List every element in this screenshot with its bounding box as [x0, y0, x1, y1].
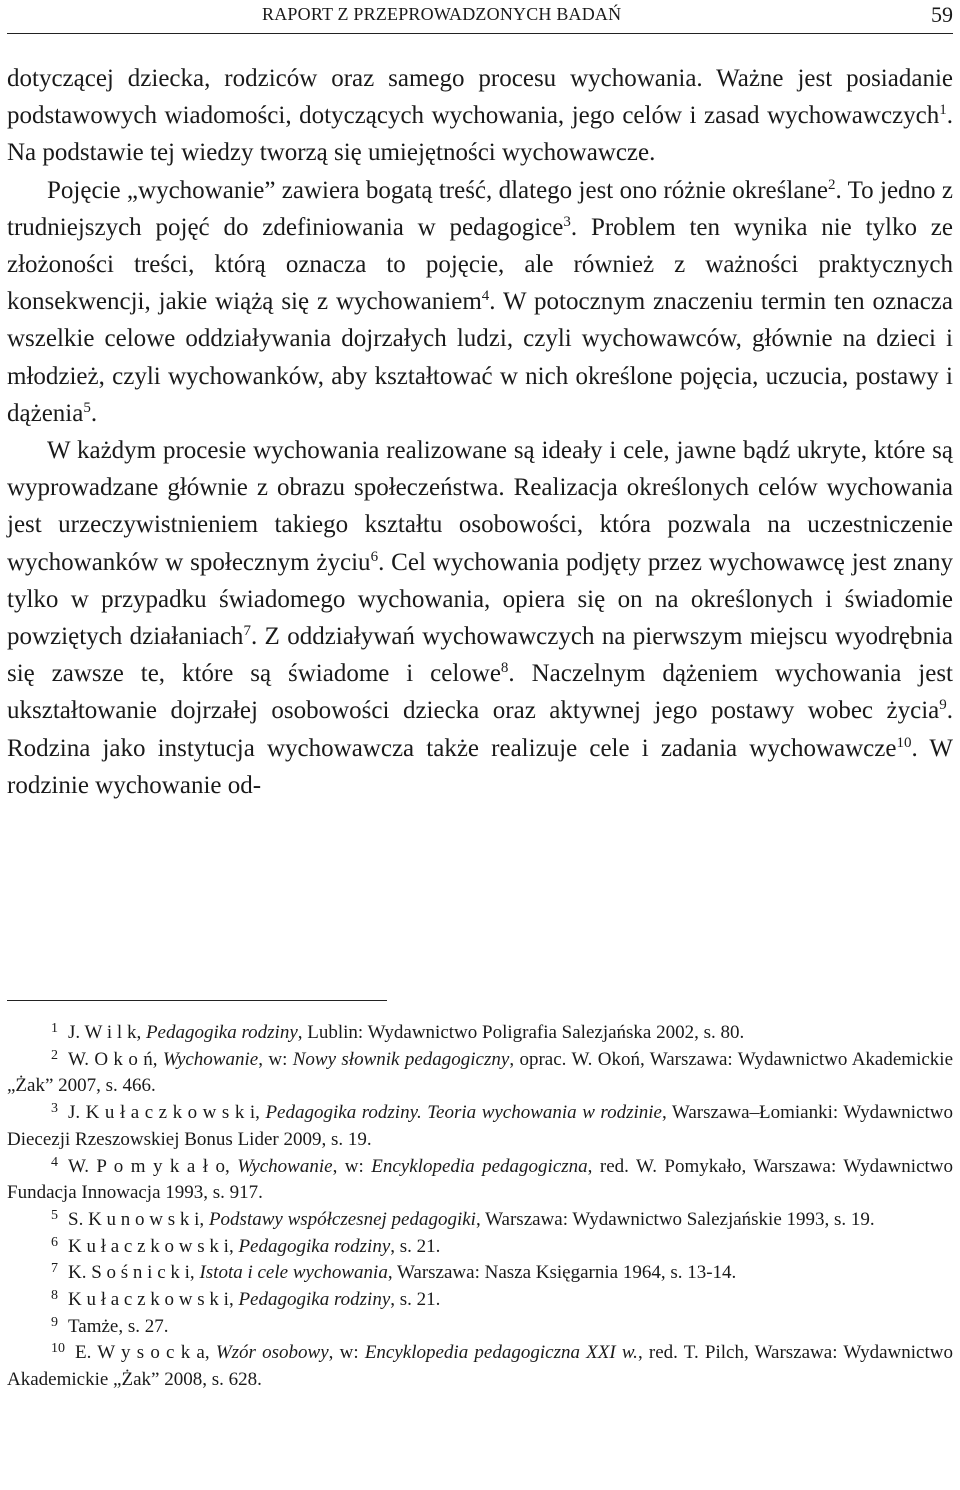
page-number: 59	[931, 2, 953, 27]
footnote-author: K. S o ś n i c k i,	[68, 1262, 195, 1284]
footnote-ref[interactable]: 8	[500, 660, 509, 677]
footnote-ref[interactable]: 4	[481, 288, 490, 305]
text-segment: . To jedno z trudniejszych pojęć do zdefiniowania w pedagogice	[7, 176, 953, 241]
footnote-rule	[7, 1000, 387, 1001]
footnote-6	[7, 1234, 953, 1261]
footnote-ref[interactable]: 1	[939, 102, 947, 119]
text-segment: dotyczącej dziecka, rodziców oraz samego procesu wychowania. Ważne jest posiadanie podstawowych wiadomości, dotyczących wychowania, jego celów i zasad wychowawczych	[7, 65, 953, 130]
footnote-title-2: Encyklopedia pedagogiczna	[371, 1155, 588, 1177]
text-segment: . W rodzinie wychowanie od-	[7, 734, 953, 799]
footnote-title: Wychowanie	[237, 1155, 333, 1177]
footnote-ref[interactable]: 7	[243, 623, 251, 640]
paragraph-2	[7, 172, 953, 432]
footnote-7	[7, 1260, 953, 1287]
footnote-3	[7, 1100, 953, 1153]
footnote-rest: , Warszawa–Łomianki: Wydawnictwo Diecezji Rzeszowskiej Bonus Lider 2009, s. 19.	[7, 1102, 953, 1150]
footnote-author: S. K u n o w s k i,	[68, 1208, 205, 1230]
footnote-number: 9	[51, 1314, 58, 1330]
footnote-rest: , Lublin: Wydawnictwo Poligrafia Salezjańska 2002, s. 80.	[297, 1022, 745, 1043]
footnote-8	[7, 1287, 953, 1314]
footnote-number: 2	[51, 1047, 58, 1063]
footnote-number: 3	[51, 1101, 58, 1117]
text-segment: Pojęcie „wychowanie” zawiera bogatą treść, dlatego jest ono różnie określane	[47, 176, 829, 204]
text-segment: W każdym procesie wychowania realizowane są ideały i cele, jawne bądź ukryte, które są wyprowadzane głównie z obrazu społeczeństwa. Realizacja określonych celów wychowania jest urzeczywistnieniem takiego kształtu osobowości, która pozwala na uczestniczenie wychowanków w społecznym życiu	[7, 437, 953, 576]
footnote-ref[interactable]: 6	[370, 548, 379, 565]
text-segment: . Rodzina jako instytucja wychowawcza także realizuje cele i zadania wychowawcze	[7, 697, 953, 762]
footnote-ref[interactable]: 5	[83, 399, 91, 416]
footnote-author: W. O k o ń,	[68, 1048, 158, 1070]
text-segment: . Problem ten wynika nie tylko ze złożoności treści, którą oznacza to pojęcie, ale również z ważności praktycznych konsekwencji, jakie wiążą się z wychowaniem	[7, 213, 953, 316]
text-segment: . Na podstawie tej wiedzy tworzą się umiejętności wychowawcze.	[7, 102, 953, 167]
text-segment: . Z oddziaływań wychowawczych na pierwszym miejscu wyodrębnia się zawsze te, które są świadome i celowe	[7, 623, 953, 688]
main-text	[7, 60, 953, 804]
footnote-author: J. W i l k,	[68, 1022, 142, 1043]
footnote-ref[interactable]: 10	[896, 734, 912, 751]
footnote-rest: , Warszawa: Wydawnictwo Salezjańskie 1993, s. 19.	[475, 1208, 875, 1230]
footnote-number: 6	[51, 1234, 58, 1250]
paragraph-1	[7, 60, 953, 172]
footnote-ref[interactable]: 2	[828, 176, 836, 193]
footnote-mid: , w:	[328, 1342, 365, 1364]
paragraph-3	[7, 432, 953, 804]
footnote-rest: , s. 21.	[390, 1235, 441, 1257]
footnote-4	[7, 1154, 953, 1207]
footnote-title: Wychowanie	[162, 1048, 259, 1070]
footnote-10	[7, 1340, 953, 1393]
footnote-title-2: Encyklopedia pedagogiczna XXI w.	[364, 1342, 638, 1364]
footnote-number: 4	[51, 1154, 58, 1170]
footnote-ref[interactable]: 3	[563, 213, 571, 230]
footnote-title: Podstawy współczesnej pedagogiki	[208, 1208, 476, 1230]
text-segment: . Naczelnym dążeniem wychowania jest ukształtowanie dojrzałej osobowości dziecka oraz aktywnej jego postawy wobec życia	[7, 660, 953, 725]
header-title: RAPORT Z PRZEPROWADZONYCH BADAŃ	[262, 4, 622, 24]
footnote-rest: , red. T. Pilch, Warszawa: Wydawnictwo Akademickie „Żak” 2008, s. 628.	[7, 1342, 953, 1391]
footnote-number: 8	[51, 1288, 58, 1304]
footnote-1	[7, 1020, 953, 1047]
footnote-number: 7	[51, 1261, 58, 1277]
footnote-title: Pedagogika rodziny	[238, 1235, 391, 1257]
footnote-title: Pedagogika rodziny. Teoria wychowania w rodzinie	[265, 1102, 662, 1124]
footnote-title: Pedagogika rodziny	[238, 1289, 391, 1311]
footnote-mid: , w:	[258, 1048, 293, 1070]
text-segment: . W potocznym znaczeniu termin ten oznacza wszelkie celowe oddziaływania dojrzałych ludzi, czyli wychowawców, głównie na dzieci i młodzież, czyli wychowanków, aby kształtować w nich określone pojęcia, uczucia, postawy i dążenia	[7, 288, 953, 427]
footnote-9	[7, 1314, 953, 1341]
text-segment: .	[90, 399, 98, 427]
footnote-rest: , Warszawa: Nasza Księgarnia 1964, s. 13-14.	[387, 1262, 737, 1284]
text-segment: . Cel wychowania podjęty przez wychowawcę jest znany tylko w przypadku świadomego wychowania, opiera się on na określonych i świadomie powziętych działaniach	[7, 548, 953, 651]
footnote-author: K u ł a c z k o w s k i,	[68, 1235, 234, 1257]
footnote-number: 1	[51, 1021, 58, 1036]
footnote-title-2: Nowy słownik pedagogiczny	[292, 1048, 510, 1070]
footnote-mid: , w:	[332, 1155, 372, 1177]
footnote-number: 10	[51, 1341, 65, 1357]
footnote-title: Wzór osobowy	[215, 1342, 329, 1364]
footnote-author: W. P o m y k a ł o,	[68, 1155, 230, 1177]
footnote-2	[7, 1047, 953, 1100]
footnote-author: J. K u ł a c z k o w s k i,	[68, 1102, 260, 1124]
footnotes	[7, 1020, 953, 1394]
footnote-5	[7, 1207, 953, 1234]
footnote-rest: , red. W. Pomykało, Warszawa: Wydawnictwo Fundacja Innowacja 1993, s. 917.	[7, 1155, 953, 1204]
footnote-rest: , s. 21.	[390, 1289, 441, 1311]
footnote-author: K u ł a c z k o w s k i,	[68, 1289, 234, 1311]
footnote-text: Tamże, s. 27.	[68, 1315, 169, 1337]
footnote-number: 5	[51, 1207, 58, 1223]
footnote-title: Pedagogika rodziny	[145, 1022, 298, 1043]
footnote-ref[interactable]: 9	[939, 697, 947, 714]
running-header	[7, 4, 953, 32]
footnote-title: Istota i cele wychowania	[199, 1262, 388, 1284]
footnote-author: E. W y s o c k a,	[75, 1342, 210, 1364]
header-rule	[7, 33, 953, 34]
footnote-rest: , oprac. W. Okoń, Warszawa: Wydawnictwo Akademickie „Żak” 2007, s. 466.	[7, 1048, 953, 1097]
